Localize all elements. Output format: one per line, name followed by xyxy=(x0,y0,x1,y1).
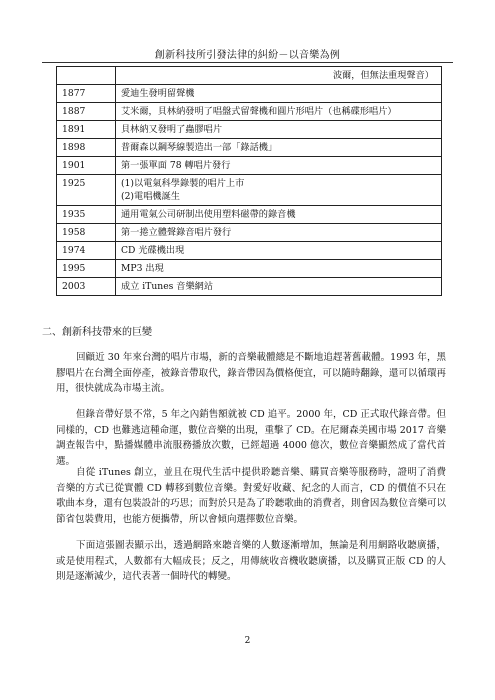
table-row xyxy=(57,224,442,242)
table-row xyxy=(57,103,442,121)
table-cell-event: 普爾森以鋼琴線製造出一部「錄話機」 xyxy=(116,139,442,157)
body-paragraph: 但錄音帶好景不常，5 年之內銷售額就被 CD 追平。2000 年，CD 正式取代錄音帶。但同樣的，CD 也難逃這種命運，數位音樂的出現，重擊了 CD。在尼爾森美國市場 2017 音樂調查報告中，點播媒體串流服務播放次數，已經超過 4000 億次，數位音樂顯然成了當代首選。 xyxy=(56,409,446,467)
table-cell-year: 1898 xyxy=(57,139,116,157)
table-cell-event xyxy=(116,67,442,85)
table-cell-year: 1891 xyxy=(57,121,116,139)
table-cell-year: 1935 xyxy=(57,206,116,224)
history-table xyxy=(56,66,442,296)
body-paragraph: 自從 iTunes 創立，並且在現代生活中提供聆聽音樂、購買音樂等服務時，證明了消費音樂的方式已從實體 CD 轉移到數位音樂。對愛好收藏、紀念的人而言，CD 的價值不只在歌曲本身，還有包裝設計的巧思；而對於只是為了聆聽歌曲的消費者，則會因為數位音樂可以節省包裝費用，也能方便攜帶，所以會傾向選擇數位音樂。 xyxy=(56,467,446,525)
table-row xyxy=(57,278,442,296)
table-cell-year: 1958 xyxy=(57,224,116,242)
table-cell-event: MP3 出現 xyxy=(116,260,442,278)
table-cell-year: 1887 xyxy=(57,103,116,121)
table-cell-year: 1974 xyxy=(57,242,116,260)
page-header: 創新科技所引發法律的糾紛－以音樂為例 xyxy=(154,50,341,61)
event-line: (2)電唱機誕生 xyxy=(121,191,180,202)
table-row xyxy=(57,206,442,224)
table-row xyxy=(57,175,442,206)
table-row xyxy=(57,242,442,260)
header-rule xyxy=(42,62,453,63)
event-line: (1)以電氣科學錄製的唱片上市 xyxy=(121,178,245,189)
continuation-text: 波爾，但無法重現聲音） xyxy=(332,70,434,81)
table-cell-event xyxy=(116,175,442,206)
table-cell-event: 艾米爾，貝林納發明了唱盤式留聲機和圓片形唱片（也稱碟形唱片） xyxy=(116,103,442,121)
table-cell-year xyxy=(57,67,116,85)
table-row xyxy=(57,121,442,139)
table-cell-year: 1925 xyxy=(57,175,116,206)
table-row xyxy=(57,85,442,103)
table-cell-year: 1901 xyxy=(57,157,116,175)
table-cell-event: 貝林納又發明了蟲膠唱片 xyxy=(116,121,442,139)
table-row xyxy=(57,139,442,157)
section-heading: 二、創新科技帶來的巨變 xyxy=(42,327,152,338)
table-row xyxy=(57,67,442,85)
body-paragraph: 回顧近 30 年來台灣的唱片市場，新的音樂載體總是不斷地追趕著舊載體。1993 年，黑膠唱片在台灣全面停產，被錄音帶取代，錄音帶因為價格便宜，可以隨時翻錄，還可以循環再用，很快就成為市場主流。 xyxy=(56,352,446,394)
table-row xyxy=(57,260,442,278)
table-cell-year: 1877 xyxy=(57,85,116,103)
table-cell-event: 第一張單面 78 轉唱片發行 xyxy=(116,157,442,175)
table-cell-event: 第一捲立體聲錄音唱片發行 xyxy=(116,224,442,242)
table-cell-event: 通用電氣公司研制出使用塑料磁帶的錄音機 xyxy=(116,206,442,224)
table-cell-event: 成立 iTunes 音樂網站 xyxy=(116,278,442,296)
table-row xyxy=(57,157,442,175)
table-cell-event: CD 光碟機出現 xyxy=(116,242,442,260)
table-cell-year: 1995 xyxy=(57,260,116,278)
table-cell-event: 愛迪生發明留聲機 xyxy=(116,85,442,103)
table-cell-year: 2003 xyxy=(57,278,116,296)
page-number: 2 xyxy=(244,636,251,646)
body-paragraph: 下面這張圖表顯示出，透過網路來聽音樂的人數逐漸增加，無論是利用網路收聽廣播，或是使用程式，人數都有大幅成長；反之，用傳統收音機收聽廣播，以及購買正版 CD 的人則是逐漸減少，這代表著一個時代的轉變。 xyxy=(56,540,446,582)
